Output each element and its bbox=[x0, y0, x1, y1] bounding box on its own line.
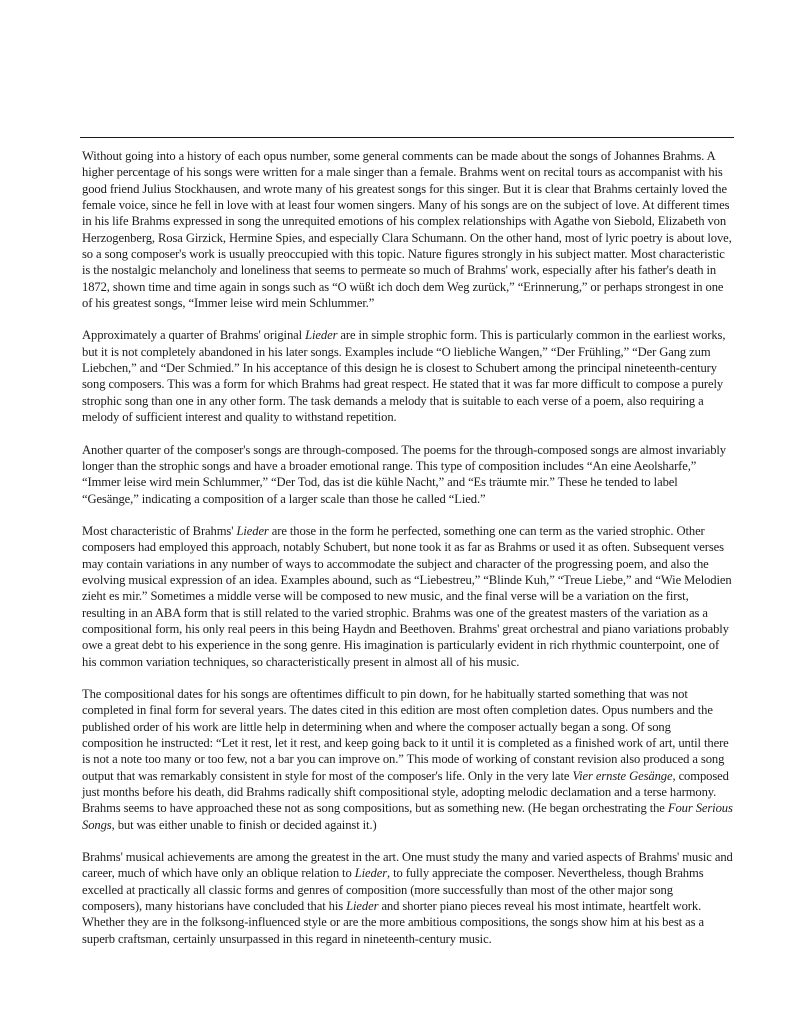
header-rule bbox=[80, 137, 734, 138]
body-text bbox=[82, 148, 734, 947]
text-run: Brahms' musical achievements are among the greatest in the art. One must study the many and varied aspects of Brahms' music and career, much of which have only an oblique relation to bbox=[82, 850, 733, 881]
paragraph-5 bbox=[82, 686, 734, 833]
paragraph-3 bbox=[82, 442, 734, 507]
italic-text: Lieder bbox=[305, 328, 338, 343]
text-run: are in simple strophic form. This is particularly common in the earliest works, but it is not completely abandoned in his later songs. Examples include “O liebliche Wangen,” “Der Frühling,” “Der Gang zum Liebchen,” and “Der Schmied.” In his acceptance of this design he is closest to Schubert among the principal nineteenth-century song composers. This was a form for which Brahms had great respect. He stated that it was far more difficult to compose a purely strophic song than one in any other form. The task demands a melody that is suitable to each verse of a poem, also requiring a melody of sufficient interest and quality to withstand repetition. bbox=[82, 328, 726, 425]
paragraph-2 bbox=[82, 327, 734, 425]
text-run: Without going into a history of each opus number, some general comments can be made about the songs of Johannes Brahms. A higher percentage of his songs were written for a male singer than a female. Brahms went on recital tours as accompanist with his good friend Julius Stockhausen, and wrote many of his greatest songs for this singer. But it is clear that Brahms certainly loved the female voice, since he fell in love with at least four women singers. Many of his songs are on the subject of love. At different times in his life Brahms expressed in song the unrequited emotions of his complex relationships with Agathe von Siebold, Elizabeth von Herzogenberg, Rosa Girzick, Hermine Spies, and especially Clara Schumann. On the other hand, most of lyric poetry is about love, so a song composer's work is usually preoccupied with this topic. Nature figures strongly in his subject matter. Most characteristic is the nostalgic melancholy and loneliness that seems to permeate so much of Brahms' work, especially after his father's death in 1872, shown time and time again in songs such as “O wüßt ich doch dem Weg zurück,” “Erinnerung,” or perhaps strongest in one of his greatest songs, “Immer leise wird mein Schlummer.” bbox=[82, 149, 732, 311]
italic-text: Lieder bbox=[346, 899, 379, 914]
italic-text: Lieder bbox=[236, 523, 269, 538]
text-run: are those in the form he perfected, something one can term as the varied strophic. Other composers had employed this approach, notably Schubert, but none took it as far as Brahms or used it as often. Subsequent verses may contain variations in any number of ways to accommodate the subject and character of the progressing poem, and also the evolving musical expression of an idea. Examples abound, such as “Liebestreu,” “Blinde Kuh,” “Treue Liebe,” and “Wie Melodien zieht es mir.” Sometimes a middle verse will be composed to new music, and the final verse will be a variation on the first, resulting in an ABA form that is still related to the varied strophic. Brahms was one of the greatest masters of the variation as a compositional form, his only real peers in this being Haydn and Beethoven. Brahms' great orchestral and piano variations probably owe a great debt to his experience in the song genre. His imagination is particularly evident in rich rhythmic counterpoint, one of his common variation techniques, so characteristically present in almost all of his music. bbox=[82, 523, 732, 669]
text-run: , but was either unable to finish or decided against it.) bbox=[111, 817, 377, 832]
paragraph-1 bbox=[82, 148, 734, 311]
text-run: , to fully appreciate the composer. Nevertheless, though Brahms excelled at practically all classic forms and genres of composition (more successfully than most of the other major song composers), many historians have concluded that his bbox=[82, 866, 704, 914]
paragraph-4 bbox=[82, 523, 734, 670]
text-run: Approximately a quarter of Brahms' original bbox=[82, 328, 306, 343]
italic-text: Four Serious Songs bbox=[82, 801, 733, 832]
text-run: , composed just months before his death, did Brahms radically shift compositional style, adopting melodic declamation and a terse harmony. Brahms seems to have approached these not as song compositions, but as something new. (He began orchestrating the bbox=[82, 768, 729, 816]
paragraph-6 bbox=[82, 849, 734, 947]
text-run: The compositional dates for his songs are oftentimes difficult to pin down, for he habitually started something that was not completed in final form for several years. The dates cited in this edition are most often completion dates. Opus numbers and the published order of his work are little help in determining when and where the composer actually began a song. Of song composition he instructed: “Let it rest, let it rest, and keep going back to it until it is completed as a finished work of art, until there is not a note too many or too few, not a bar you can improve on.” This mode of working of constant revision also produced a song output that was remarkably consistent in style for most of the composer's life. Only in the very late bbox=[82, 686, 729, 783]
text-run: Another quarter of the composer's songs are through-composed. The poems for the through-composed songs are almost invariably longer than the strophic songs and have a broader emotional range. This type of composition includes “An eine Aeolsharfe,” “Immer leise wird mein Schlummer,” “Der Tod, das ist die kühle Nacht,” and “Es träumte mir.” These he tended to label “Gesänge,” indicating a composition of a larger scale than those he called “Lied.” bbox=[82, 442, 727, 506]
italic-text: Lieder bbox=[354, 866, 387, 881]
text-run: Most characteristic of Brahms' bbox=[82, 523, 237, 538]
text-run: and shorter piano pieces reveal his most intimate, heartfelt work. Whether they are in the folksong-influenced style or are the more ambitious compositions, the songs show him at his best as a superb craftsman, certainly unsurpassed in this regard in nineteenth-century music. bbox=[82, 899, 704, 946]
italic-text: Vier ernste Gesänge bbox=[572, 768, 673, 783]
